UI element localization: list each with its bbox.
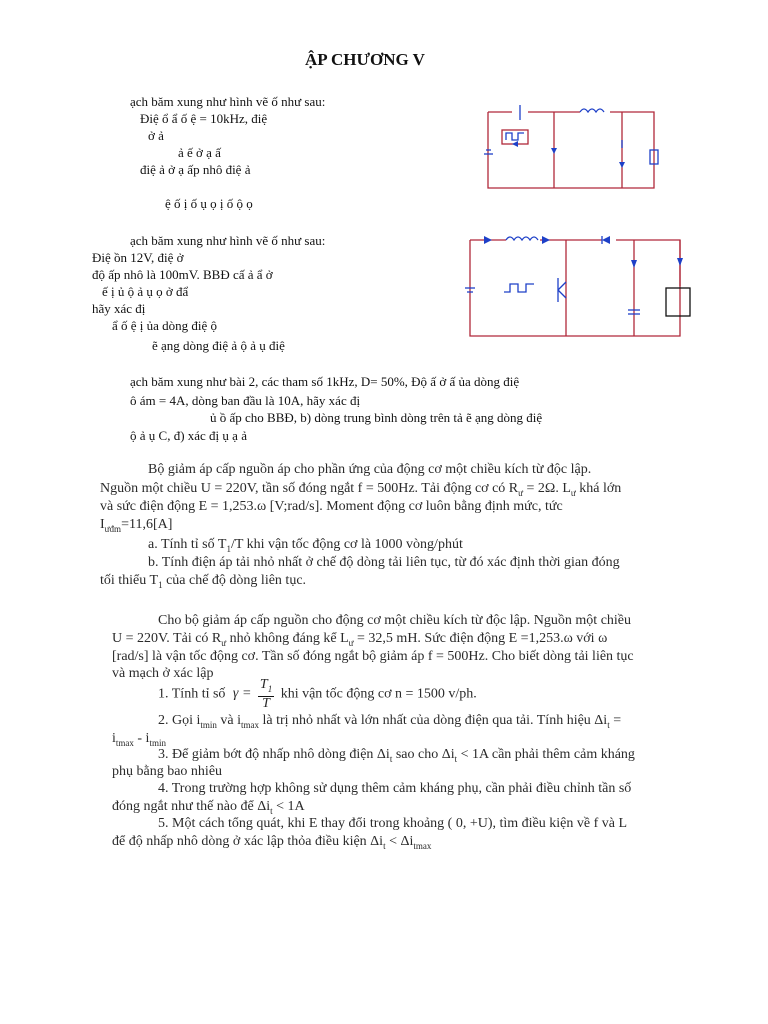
text-line: $i_{tmax} - i_{tmin}$ [112,731,166,748]
question-b: b. Tính điện áp tải nhỏ nhất ở chế độ dòng tải liên tục, từ đó xác định thời gian đóng [148,555,620,570]
text-line: ộ ả ụ C, đ) xác đị ụ ạ ả [130,428,247,443]
text-line: ả ế ở ạ ấ [178,145,221,160]
arrow-icon [484,236,492,244]
question-3: 3. Để giảm bớt độ nhấp nhô dòng điện $\Delta i_t$ sao cho $\Delta i_t < 1A$ cần phải thêm cảm kháng [158,747,635,764]
text-line: Điệ ổ ẩ ố ệ = 10kHz, điệ [140,111,268,126]
circuit-diagram-1 [482,100,662,192]
text-line: $I_{ưđm}=11,6[A]$ [100,517,173,534]
text-line: ủ ồ ấp cho BBĐ, b) dòng trung bình dòng trên tả ẽ ạng dòng điệ [210,410,543,425]
diode-icon [512,141,518,147]
text-line: đóng ngắt như thế nào để $\Delta i_t < 1A$ [112,799,305,816]
motor-load [666,288,690,316]
text-line: U = 220V. Tải có $R_ư$ nhỏ không đáng kể $L_ư = 32,5$ mH. Sức điện động E =1,253.ω với ω [112,631,608,648]
page-title: ẬP CHƯƠNG V [305,50,425,69]
text-line: ẩ ố ệ ị ủa dòng điệ ộ [112,318,218,333]
question-1: 1. Tính tỉ số γ = $\frac{T_1}{T}$ khi vận tốc động cơ n = 1500 v/ph. [158,677,477,711]
question-a: a. Tính tỉ số $T_1/T$ khi vận tốc động cơ là 1000 vòng/phút [148,537,463,554]
text-line: và mạch ở xác lập [112,666,214,681]
text-line: Nguồn một chiều U = 220V, tần số đóng ngắt f = 500Hz. Tải động cơ có $R_ư = 2\Omega$. $L_ư$ khá lớn [100,481,622,498]
text-line: ẽ ạng dòng điệ ả ộ ả ụ điệ [152,338,285,353]
text-line: [rad/s] là vận tốc động cơ. Tần số đóng ngắt bộ giảm áp f = 500Hz. Cho biết dòng tải liên tục [112,649,634,664]
question-4: 4. Trong trường hợp không sử dụng thêm cảm kháng phụ, cần phải điều chỉnh tần số [158,781,632,796]
text-line: ế ị ủ ộ ả ụ ọ ở đẩ [102,284,189,299]
text-line: điệ ả ở ạ ấp nhô điệ ả [140,162,251,177]
text-line: độ ấp nhô là 100mV. BBĐ cấ ả ẩ ở [92,267,273,282]
text-line: Cho bộ giảm áp cấp nguồn cho động cơ một chiều kích từ độc lập. Nguồn một chiều [158,613,632,628]
text-line: ô ám = 4A, dòng ban đầu là 10A, hãy xác đị [130,393,361,408]
fraction: $\frac{T_1}{T}$ [259,677,273,711]
question-2: 2. Gọi $i_{tmin}$ và $i_{tmax}$ là trị nhỏ nhất và lớn nhất của dòng điện qua tải. Tính hiệu $\Delta i_t$ = [158,713,622,730]
text-line: ạch băm xung như hình vẽ ố như sau: [130,94,326,109]
text-line: và sức điện động E = 1,253.ω [V;rad/s]. Moment động cơ luôn bằng định mức, tức [100,499,563,514]
text-line: ở ả [148,128,164,143]
text-line: ệ ố ị ố ụ ọ ị ố ộ ọ [165,196,253,211]
text-line: ạch băm xung như bài 2, các tham số 1kHz, D= 50%, Độ ấ ở ấ ủa dòng điệ [130,374,520,389]
circuit-diagram-2 [462,232,694,340]
question-5: 5. Một cách tổng quát, khi E thay đổi trong khoảng ( 0, +U), tìm điều kiện về f và L [158,816,628,831]
text-line: Bộ giảm áp cấp nguồn áp cho phần ứng của động cơ một chiều kích từ độc lập. [148,462,592,477]
text-line: Điệ ồn 12V, điệ ở [92,250,184,265]
diode-icon [602,236,610,244]
text-line: phụ bằng bao nhiêu [112,764,223,779]
text-line: ạch băm xung như hình vẽ ố như sau: [130,233,326,248]
text-line: để độ nhấp nhô dòng ở xác lập thỏa điều kiện $\Delta i_t < \Delta i_{tmax}$ [112,834,432,851]
text-line: tối thiểu $T_1$ của chế độ dòng liên tục. [100,573,307,590]
text-line: hãy xác đị [92,301,146,316]
